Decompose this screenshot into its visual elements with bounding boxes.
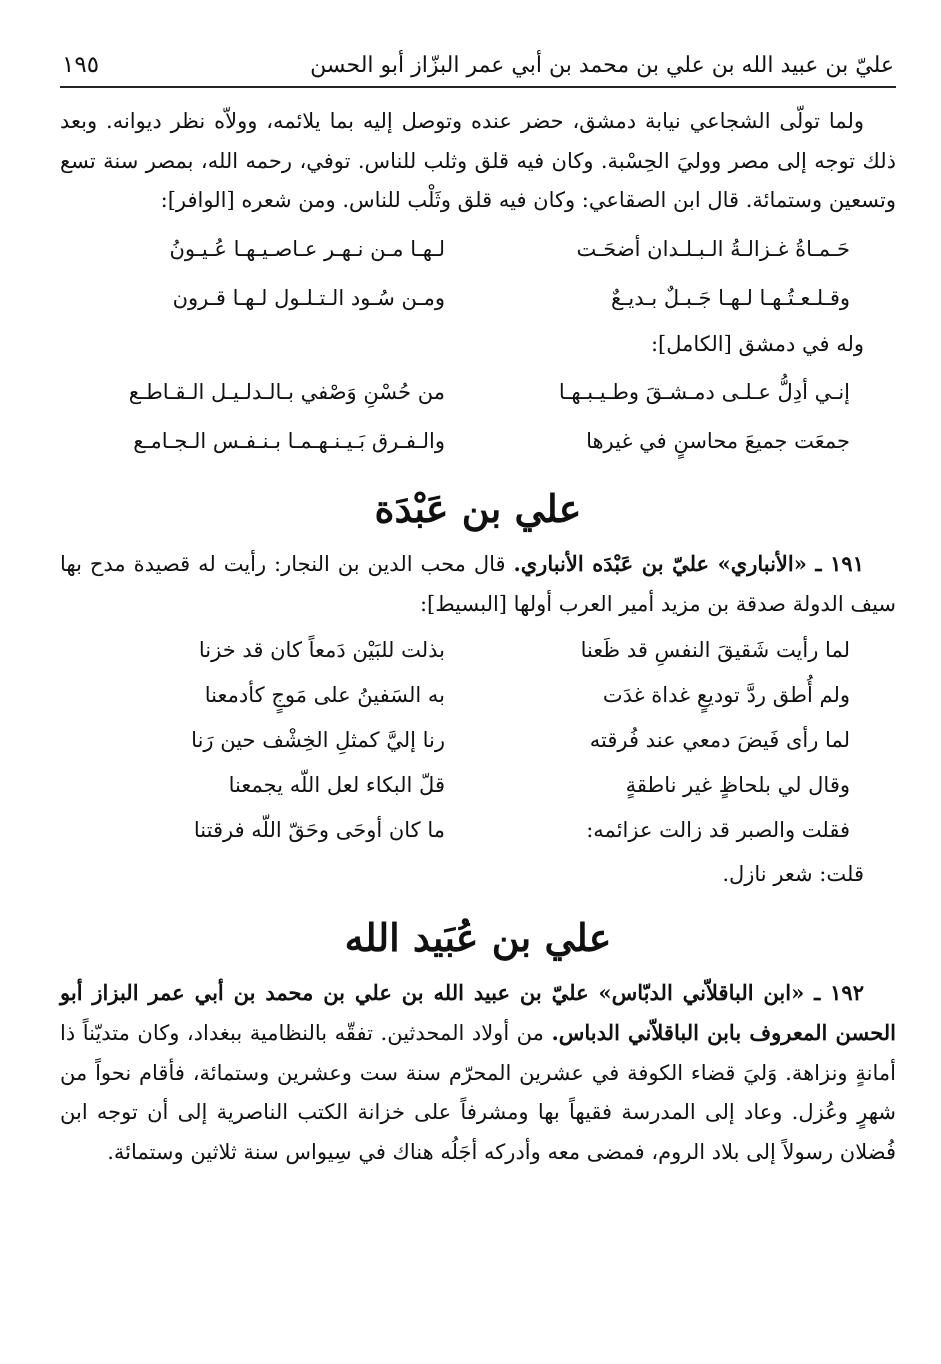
section-heading-ali-ibn-ubaydallah: علي بن عُبَيد الله — [344, 914, 612, 960]
verse-first-hemistich: لما رأيت شَقيقَ النفسِ قد ظَعنا — [580, 638, 850, 662]
verse-second-hemistich: ومـن سُـود الـتـلـول لـهـا قـرون — [172, 285, 445, 310]
section-heading-ali-ibn-abda: علي بن عَبْدَة — [374, 486, 582, 531]
book-page — [60, 52, 896, 1172]
verse-first-hemistich: فقلت والصبر قد زالت عزائمه: — [586, 818, 850, 842]
poem-basit — [60, 628, 896, 853]
poem2-intro: وله في دمشق [الكامل]: — [650, 331, 864, 356]
poem3-note: قلت: شعر نازل. — [722, 862, 864, 886]
verse-line — [60, 368, 896, 417]
poem-kamil — [60, 368, 896, 466]
verse-second-hemistich: رنا إليَّ كمثلِ الخِشْف حين رَنا — [191, 728, 445, 752]
verse-line — [60, 225, 896, 274]
verse-second-hemistich: به السَفينُ على مَوجٍ كأدمعنا — [204, 683, 445, 707]
entry-191-text: قال محب الدين بن النجار: رأيت له قصيدة مدح بها سيف الدولة صدقة بن مزيد أمير العرب أولها [البسيط]: — [60, 552, 896, 616]
verse-second-hemistich: قلّ البكاء لعل اللّه يجمعنا — [228, 773, 445, 797]
verse-second-hemistich: لـهـا مـن نـهـر عـاصـيـهـا عُـيـونُ — [169, 236, 445, 261]
verse-second-hemistich: والـفـرق بَـيـنـهـمـا بـنـفـس الـجـامـع — [133, 429, 445, 453]
entry-191 — [60, 544, 896, 624]
verse-first-hemistich: جمعَت جميعَ محاسنٍ في غيرها — [586, 429, 850, 453]
verse-line — [60, 417, 896, 466]
entry-192-text: من أولاد المحدثين. تفقّه بالنظامية ببغداد، وكان متديّناً ذا أمانةٍ ونزاهة. وَليَ قضاء الكوفة في عشرين المحرّم سنة ست وعشرين وستمائة، فأقام نحواً من شهرٍ وعُزل. وعاد إلى المدرسة فقيهاً بها ومشرفاً على خزانة الكتب الناصرية إلى أن توجه ابن فُضلان رسولاً إلى بلاد الروم، فمضى معه وأدركه أجَلُه هناك في سِيواس سنة ثلاثين وستمائة. — [60, 1021, 897, 1164]
entry-192-label: ١٩٢ ـ «ابن الباقلاّني الدبّاس» عليّ بن عبيد الله بن علي بن محمد بن أبي عمر البزاز أبو الحسن المعروف بابن الباقلاّني الدباس. — [60, 979, 896, 1045]
verse-first-hemistich: إنـي أدِلُّ عـلـى دمـشـقَ وطـيـبـهـا — [558, 380, 850, 404]
verse-second-hemistich: بذلت للبَيْن دَمعاً كان قد خزنا — [198, 638, 445, 662]
running-header — [60, 52, 896, 88]
verse-second-hemistich: ما كان أوحَى وحَقّ اللّه فرقتنا — [193, 818, 445, 842]
verse-first-hemistich: وقال لي بلحاظٍ غير ناطقةٍ — [625, 773, 850, 797]
verse-line — [60, 808, 896, 853]
verse-line — [60, 628, 896, 673]
verse-line — [60, 763, 896, 808]
verse-second-hemistich: من حُسْنِ وَصْفي بـالـدلـيـل الـقـاطـع — [128, 380, 445, 404]
verse-first-hemistich: لما رأى فَيضَ دمعي عند فُرقته — [589, 728, 850, 752]
running-title: عليّ بن عبيد الله بن علي بن محمد بن أبي عمر البزّاز أبو الحسن — [310, 53, 894, 78]
intro-paragraph: ولما تولّى الشجاعي نيابة دمشق، حضر عنده وتوصل إليه بما يلائمه، وولاّه نظر ديوانه. وبعد ذلك توجه إلى مصر ووليَ الحِسْبة. وكان فيه قلق وثلب للناس. توفي، رحمه الله، بمصر سنة تسع وتسعين وستمائة. قال ابن الصقاعي: وكان فيه قلق وثَلْب للناس. ومن شعره [الوافر]: — [60, 109, 896, 212]
verse-first-hemistich: ولم أُطق ردَّ توديعٍ غداة غدَت — [602, 683, 850, 707]
verse-line — [60, 718, 896, 763]
poem-wafir — [60, 225, 896, 323]
verse-line — [60, 274, 896, 323]
verse-line — [60, 673, 896, 718]
entry-191-label: ١٩١ ـ «الأنباري» عليّ بن عَبْدَه الأنباري. — [513, 551, 864, 576]
page-number: ١٩٥ — [62, 52, 100, 78]
verse-first-hemistich: حَـمـاةُ غـزالـةُ الـبـلـدان أضحَـت — [576, 236, 850, 261]
verse-first-hemistich: وقـلـعـتُـهـا لـهـا جَـبـلٌ بـديـعٌ — [611, 285, 850, 310]
entry-192 — [60, 973, 896, 1173]
